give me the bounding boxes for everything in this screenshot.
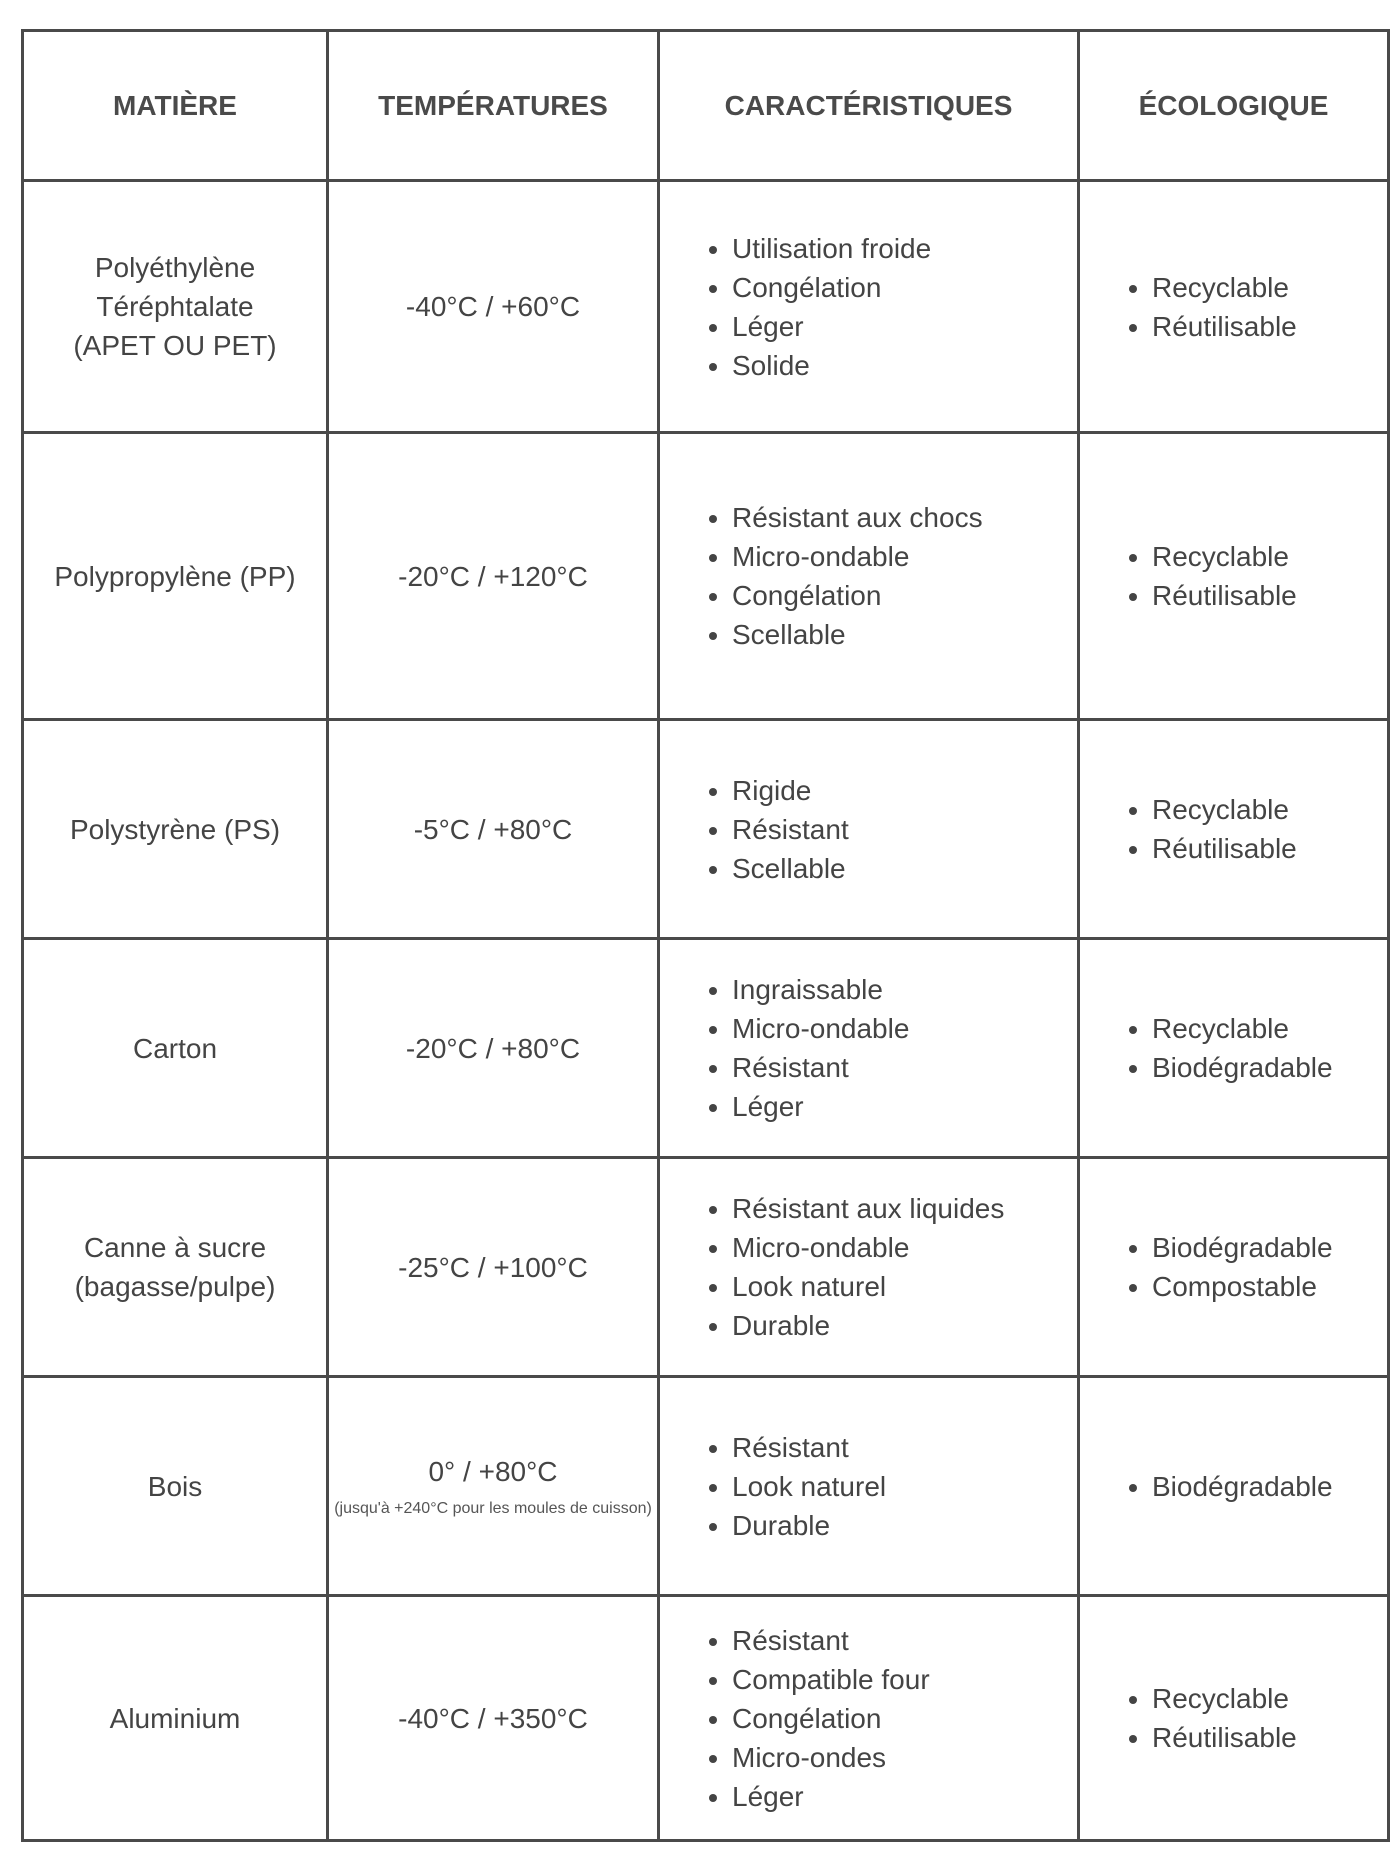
characteristics-list <box>660 1189 1077 1345</box>
characteristic-item: • Congélation <box>732 1699 1077 1738</box>
characteristic-item: • Look naturel <box>732 1267 1077 1306</box>
material-name-line: Polypropylène (PP) <box>54 560 296 592</box>
ecological-list <box>1080 1009 1387 1087</box>
characteristics-cell <box>659 939 1079 1158</box>
table-row <box>23 1596 1389 1841</box>
materials-table <box>21 29 1390 1842</box>
ecological-item: • Compostable <box>1152 1267 1387 1306</box>
characteristics-list <box>660 771 1077 888</box>
ecological-cell <box>1079 939 1389 1158</box>
ecological-item: • Biodégradable <box>1152 1048 1387 1087</box>
ecological-item: • Biodégradable <box>1152 1228 1387 1267</box>
characteristics-cell <box>659 1377 1079 1596</box>
characteristic-item: • Congélation <box>732 576 1077 615</box>
characteristic-item: • Scellable <box>732 849 1077 888</box>
temperature-cell <box>328 939 659 1158</box>
material-cell <box>23 1158 328 1377</box>
temperature-cell <box>328 720 659 939</box>
table-body <box>23 181 1389 1841</box>
ecological-item: • Réutilisable <box>1152 1718 1387 1757</box>
material-cell <box>23 1377 328 1596</box>
temperature-range: -25°C / +100°C <box>398 1251 588 1283</box>
characteristic-item: • Léger <box>732 307 1077 346</box>
material-cell <box>23 433 328 720</box>
characteristic-item: • Résistant <box>732 810 1077 849</box>
temperature-range: 0° / +80°C <box>428 1456 558 1487</box>
material-name-line: Canne à sucre <box>83 1232 267 1263</box>
characteristics-list <box>660 1621 1077 1816</box>
characteristics-cell <box>659 1158 1079 1377</box>
characteristics-cell <box>659 1596 1079 1841</box>
table-row <box>23 1158 1389 1377</box>
characteristic-item: • Micro-ondable <box>732 1228 1077 1267</box>
ecological-cell <box>1079 1377 1389 1596</box>
characteristic-item: • Rigide <box>732 771 1077 810</box>
material-name-line: Bois <box>147 1470 203 1502</box>
material-cell <box>23 1596 328 1841</box>
characteristic-item: • Look naturel <box>732 1467 1077 1506</box>
table-row <box>23 720 1389 939</box>
temperature-cell <box>328 1596 659 1841</box>
characteristic-item: • Résistant <box>732 1428 1077 1467</box>
temperature-cell <box>328 181 659 433</box>
ecological-item: • Recyclable <box>1152 1009 1387 1048</box>
material-cell <box>23 939 328 1158</box>
ecological-item: • Biodégradable <box>1152 1467 1387 1506</box>
ecological-item: • Recyclable <box>1152 537 1387 576</box>
material-cell <box>23 720 328 939</box>
characteristic-item: • Résistant <box>732 1048 1077 1087</box>
temperature-range: -40°C / +350°C <box>398 1702 588 1734</box>
characteristic-item: • Résistant aux liquides <box>732 1189 1077 1228</box>
characteristic-item: • Léger <box>732 1087 1077 1126</box>
characteristics-list <box>660 498 1077 654</box>
ecological-item: • Réutilisable <box>1152 829 1387 868</box>
characteristic-item: • Utilisation froide <box>732 229 1077 268</box>
ecological-item: • Réutilisable <box>1152 576 1387 615</box>
table-row <box>23 939 1389 1158</box>
header-material: MATIÈRE <box>23 31 328 181</box>
temperature-range: -5°C / +80°C <box>413 813 573 845</box>
characteristics-cell <box>659 720 1079 939</box>
material-name-line: (APET OU PET) <box>73 330 277 361</box>
temperature-range: -20°C / +80°C <box>405 1032 581 1064</box>
ecological-cell <box>1079 1158 1389 1377</box>
ecological-list <box>1080 1679 1387 1757</box>
characteristics-list <box>660 229 1077 385</box>
ecological-item: • Recyclable <box>1152 268 1387 307</box>
characteristics-cell <box>659 433 1079 720</box>
characteristics-list <box>660 1428 1077 1545</box>
ecological-cell <box>1079 181 1389 433</box>
characteristic-item: • Résistant aux chocs <box>732 498 1077 537</box>
ecological-cell <box>1079 433 1389 720</box>
temperature-cell <box>328 433 659 720</box>
characteristic-item: • Scellable <box>732 615 1077 654</box>
ecological-item: • Recyclable <box>1152 1679 1387 1718</box>
characteristic-item: • Compatible four <box>732 1660 1077 1699</box>
material-name-line: Carton <box>132 1032 218 1064</box>
material-cell <box>23 181 328 433</box>
ecological-cell <box>1079 720 1389 939</box>
ecological-list <box>1080 790 1387 868</box>
characteristic-item: • Micro-ondable <box>732 1009 1077 1048</box>
ecological-list <box>1080 1228 1387 1306</box>
characteristic-item: • Léger <box>732 1777 1077 1816</box>
ecological-item: • Recyclable <box>1152 790 1387 829</box>
characteristic-item: • Durable <box>732 1506 1077 1545</box>
ecological-list <box>1080 537 1387 615</box>
characteristics-list <box>660 970 1077 1126</box>
table-row <box>23 433 1389 720</box>
temperature-range: -40°C / +60°C <box>405 291 581 322</box>
ecological-list <box>1080 1467 1387 1506</box>
characteristic-item: • Congélation <box>732 268 1077 307</box>
temperature-cell <box>328 1377 659 1596</box>
header-temperatures: TEMPÉRATURES <box>328 31 659 181</box>
ecological-cell <box>1079 1596 1389 1841</box>
ecological-list <box>1080 268 1387 346</box>
material-name-line: (bagasse/pulpe) <box>74 1271 276 1302</box>
characteristic-item: • Micro-ondable <box>732 537 1077 576</box>
characteristic-item: • Ingraissable <box>732 970 1077 1009</box>
characteristic-item: • Solide <box>732 346 1077 385</box>
material-name-line: Téréphtalate <box>96 291 254 322</box>
header-characteristics: CARACTÉRISTIQUES <box>659 31 1079 181</box>
header-row <box>23 31 1389 181</box>
characteristics-cell <box>659 181 1079 433</box>
material-name-line: Polyéthylène <box>94 252 256 283</box>
temperature-note: (jusqu'à +240°C pour les moules de cuisson) <box>334 1500 652 1517</box>
header-ecological: ÉCOLOGIQUE <box>1079 31 1389 181</box>
characteristic-item: • Durable <box>732 1306 1077 1345</box>
material-name-line: Polystyrène (PS) <box>69 813 281 845</box>
characteristic-item: • Résistant <box>732 1621 1077 1660</box>
ecological-item: • Réutilisable <box>1152 307 1387 346</box>
characteristic-item: • Micro-ondes <box>732 1738 1077 1777</box>
table-row <box>23 1377 1389 1596</box>
material-name-line: Aluminium <box>109 1702 241 1734</box>
table-row <box>23 181 1389 433</box>
temperature-range: -20°C / +120°C <box>398 560 588 592</box>
temperature-cell <box>328 1158 659 1377</box>
